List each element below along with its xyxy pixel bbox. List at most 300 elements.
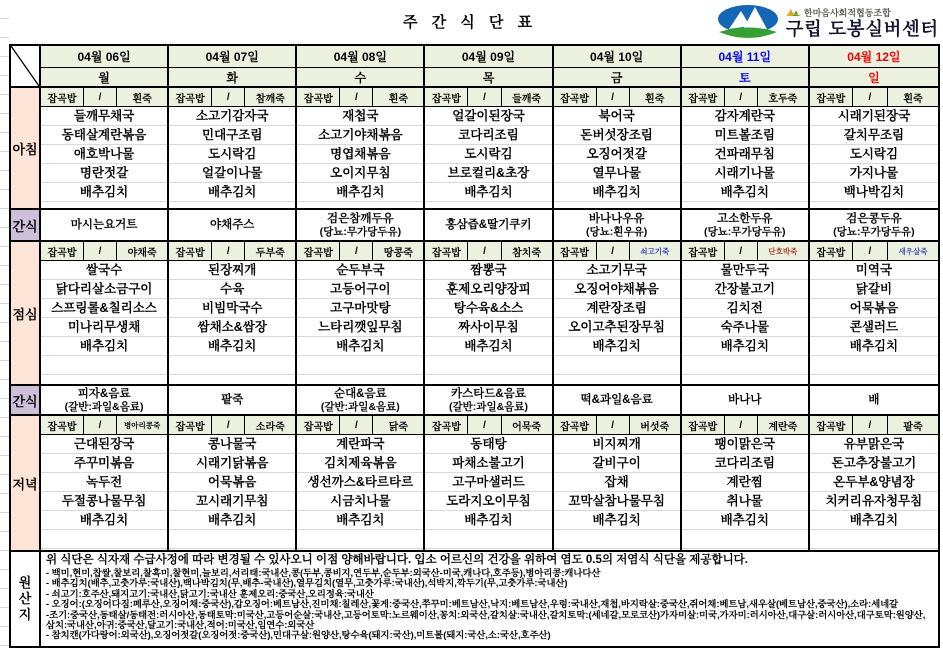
snack-main: 야채주스: [209, 219, 255, 231]
menu-item: 김치제육볶음: [324, 456, 397, 470]
menu-item: 느타리깻잎무침: [318, 320, 403, 334]
menu-item: 주꾸미볶음: [73, 456, 135, 470]
meal-items: [425, 261, 551, 384]
menu-item: 녹두전: [85, 475, 123, 489]
meal-cell: [425, 88, 553, 210]
menu-item: 고등어구이: [330, 282, 391, 296]
weekday-cell: [425, 68, 553, 88]
snack-sub: (당뇨:무가당두유): [319, 225, 402, 238]
porridge-label: 흰죽: [645, 93, 665, 105]
snack-cell: [682, 386, 810, 416]
date-text: 04월 11일: [718, 50, 772, 64]
rice-label: 잡곡밥: [810, 242, 853, 260]
slash: /: [725, 88, 758, 106]
menu-item: 시래기나물: [714, 166, 775, 180]
date-cell: [169, 46, 297, 68]
snack-sub: (갈반:과일&음료): [64, 400, 144, 413]
row-label-breakfast: 아침: [11, 88, 41, 210]
date-text: 04월 06일: [77, 50, 131, 64]
menu-item: 민대구조림: [202, 128, 263, 142]
spreadsheet-gridlines: [0, 0, 9, 650]
menu-item: 쌀국수: [85, 263, 123, 277]
meal-items: [41, 435, 167, 550]
meal-header: [297, 88, 423, 107]
slash: /: [725, 242, 758, 260]
porridge-label: 소라죽: [255, 421, 285, 433]
rice-label: 잡곡밥: [297, 242, 340, 260]
slash: /: [84, 416, 117, 434]
meal-cell: [169, 88, 297, 210]
snack-cell: [41, 386, 169, 416]
menu-item: 얼갈이나물: [202, 166, 263, 180]
snack-sub: (갈반:과일&음료): [449, 400, 528, 413]
menu-item: 재첩국: [342, 109, 379, 123]
slash: /: [212, 416, 245, 434]
weekday-text: 목: [482, 70, 495, 85]
menu-item: 고구마샐러드: [452, 475, 525, 489]
menu-item: 소고기감자국: [195, 109, 269, 123]
menu-item: 도라지오이무침: [446, 494, 531, 508]
porridge-label: 흰죽: [132, 93, 152, 105]
menu-item: 비빔막국수: [202, 301, 263, 315]
menu-item: 감자계란국: [714, 109, 775, 123]
snack-main: 카스타드&음료: [451, 387, 526, 400]
origin-line: - 백미,현미,찹쌀,찰보리,찰흑미,찰현미,늘보리,서리태:국내산,콩(두부,콩비지,연두부,순두부:외국산-미국,캐나다,호주등),병아리콩:캐나다산: [46, 568, 601, 578]
menu-item: 팽이맑은국: [714, 437, 775, 451]
meal-header: [297, 416, 423, 435]
snack-cell: [297, 210, 425, 242]
porridge-label: 흰죽: [388, 93, 409, 105]
porridge-label: 단호박죽: [768, 246, 798, 256]
logo-coop-name: 한마음사회적협동조합: [803, 7, 891, 18]
meal-cell: [810, 88, 938, 210]
page-title: 주 간 식 단 표: [402, 14, 538, 31]
menu-item: 시래기된장국: [837, 109, 911, 123]
slash: /: [212, 88, 245, 106]
porridge-label: 쇠고기죽: [640, 246, 670, 256]
slash: /: [597, 416, 630, 434]
date-text: 04월 07일: [205, 50, 259, 64]
menu-item: 닭다리살소금구이: [55, 282, 153, 296]
date-cell: [682, 46, 810, 68]
menu-item: 오징어젓갈: [586, 147, 647, 161]
menu-item: 배추김치: [849, 513, 899, 527]
date-cell: [297, 46, 425, 68]
slash: /: [725, 416, 758, 434]
meal-cell: [41, 242, 169, 386]
snack-main: 마시는요거트: [70, 219, 138, 231]
weekday-cell: [41, 68, 169, 88]
menu-item: 짜사이무침: [458, 320, 519, 334]
meal-header: [169, 242, 295, 261]
menu-item: 미나리무생채: [67, 320, 141, 334]
meal-cell: [425, 416, 553, 552]
snack-main: 검은콩두유: [846, 212, 902, 225]
menu-item: 배추김치: [464, 513, 513, 527]
snack-main: 바나나: [728, 394, 762, 406]
menu-item: 쌈채소&쌈장: [197, 320, 267, 334]
meal-header: [682, 88, 808, 107]
menu-item: 배추김치: [208, 185, 257, 199]
menu-item: 수육: [220, 282, 245, 296]
snack-cell: [297, 386, 425, 416]
menu-item: 소고기무국: [586, 263, 647, 277]
slash: /: [340, 416, 373, 434]
porridge-label: 어묵죽: [512, 421, 542, 433]
snack-main: 팥죽: [221, 394, 244, 406]
meal-header: [554, 242, 680, 261]
weekday-cell: [169, 68, 297, 88]
porridge-label: 참치죽: [512, 247, 542, 259]
snack-sub: (갈반:과일&음료): [320, 400, 400, 413]
meal-items: [169, 261, 295, 384]
menu-item: 배추김치: [720, 185, 769, 199]
slash: /: [853, 88, 888, 106]
date-cell: [41, 46, 169, 68]
menu-item: 명란젓갈: [79, 166, 129, 180]
menu-table: [9, 44, 940, 648]
porridge-label: 들깨죽: [512, 93, 542, 105]
menu-item: 동태살계란볶음: [61, 128, 147, 142]
porridge-label: 닭죽: [388, 421, 409, 433]
meal-items: [810, 261, 938, 384]
porridge-label: 야채죽: [127, 247, 157, 259]
origin-label-text: 원산지: [18, 575, 32, 622]
rice-label: 잡곡밥: [682, 416, 725, 434]
weekday-cell: [810, 68, 938, 88]
menu-item: 비지찌개: [592, 437, 641, 451]
menu-item: 어묵볶음: [208, 475, 257, 489]
meal-header: [425, 88, 551, 107]
menu-item: 오징어야채볶음: [574, 282, 659, 296]
menu-item: 김치전: [726, 301, 763, 315]
snack-sub: (당뇨:무가당두유): [704, 225, 786, 238]
meal-header: [810, 416, 938, 435]
meal-cell: [554, 242, 682, 386]
row-label-snack: 간식: [11, 210, 41, 242]
menu-item: 소고기야채볶음: [318, 128, 403, 142]
menu-item: 애호박나물: [73, 147, 135, 161]
meal-header: [297, 242, 423, 261]
meal-items: [297, 107, 423, 208]
menu-item: 물만두국: [720, 263, 769, 277]
weekday-text: 월: [98, 70, 110, 85]
date-text: 04월 08일: [333, 50, 387, 64]
rice-label: 잡곡밥: [41, 242, 84, 260]
menu-item: 도시락김: [849, 147, 899, 161]
menu-item: 배추김치: [79, 185, 129, 199]
rice-label: 잡곡밥: [297, 88, 340, 106]
rice-label: 잡곡밥: [169, 88, 212, 106]
meal-header: [41, 416, 167, 435]
menu-item: 북어국: [598, 109, 635, 123]
porridge-label: 새우살죽: [898, 246, 928, 256]
menu-item: 훈제오리양장피: [446, 282, 531, 296]
menu-item: 계란파국: [336, 437, 385, 451]
rice-label: 잡곡밥: [297, 416, 340, 434]
menu-item: 도시락김: [208, 147, 257, 161]
menu-item: 근대된장국: [73, 437, 135, 451]
menu-item: 유부맑은국: [843, 437, 905, 451]
origin-info: [41, 552, 938, 646]
menu-item: 도시락김: [464, 147, 513, 161]
menu-item: 고구마맛탕: [330, 301, 391, 315]
weekday-text: 일: [868, 70, 880, 85]
weekday-cell: [297, 68, 425, 88]
porridge-label: 호두죽: [768, 93, 798, 105]
rice-label: 잡곡밥: [169, 416, 212, 434]
menu-item: 계란찜: [726, 475, 763, 489]
slash: /: [340, 88, 373, 106]
porridge-label: 버섯죽: [640, 421, 670, 433]
weekday-text: 수: [354, 70, 367, 85]
snack-cell: [810, 210, 938, 242]
meal-header: [554, 88, 680, 107]
meal-items: [169, 435, 295, 550]
slash: /: [597, 242, 630, 260]
meal-header: [682, 416, 808, 435]
rice-label: 잡곡밥: [554, 88, 597, 106]
menu-item: 시래기닭볶음: [195, 456, 269, 470]
porridge-label: 팥죽: [903, 421, 923, 433]
date-cell: [425, 46, 553, 68]
weekday-text: 토: [738, 70, 751, 85]
weekday-text: 금: [610, 70, 623, 85]
menu-item: 콘샐러드: [849, 320, 899, 334]
meal-header: [425, 242, 551, 261]
snack-main: 고소한두유: [717, 212, 773, 225]
snack-main: 떡&과일&음료: [580, 394, 653, 406]
menu-item: 시금치나물: [330, 494, 391, 508]
menu-item: 오이고추된장무침: [568, 320, 665, 334]
meal-cell: [682, 416, 810, 552]
rice-label: 잡곡밥: [554, 416, 597, 434]
snack-cell: [41, 210, 169, 242]
slash: /: [84, 242, 117, 260]
meal-header: [41, 242, 167, 261]
meal-items: [425, 107, 551, 208]
snack-main: 배: [868, 394, 880, 406]
origin-line: - 배추김치(배추,고춧가루:국내산),백나박김치(무,배추-국내산),열무김치(열무,고춧가루:국내산),석박지,깍두기(무,고춧가루:국내산): [46, 578, 568, 589]
slash: /: [853, 416, 888, 434]
meal-header: [810, 88, 938, 107]
menu-item: 생선까스&타르타르: [307, 475, 414, 489]
menu-item: 어묵볶음: [849, 301, 899, 315]
menu-item: 탕수육&소스: [453, 301, 524, 315]
porridge-label: 두부죽: [255, 247, 285, 259]
meal-items: [297, 261, 423, 384]
menu-item: 배추김치: [336, 185, 385, 199]
porridge-label: 참깨죽: [255, 93, 285, 105]
slash: /: [84, 88, 117, 106]
snack-sub: (당뇨:무가당두유): [833, 225, 915, 238]
rice-label: 잡곡밥: [41, 88, 84, 106]
snack-main: 피자&음료: [77, 387, 131, 400]
meal-items: [682, 261, 808, 384]
meal-header: [169, 88, 295, 107]
menu-item: 배추김치: [849, 339, 899, 353]
menu-item: 꼬막살참나물무침: [568, 494, 665, 508]
rice-label: 잡곡밥: [41, 416, 84, 434]
meal-items: [169, 107, 295, 208]
snack-main: 검은참깨두유: [327, 212, 394, 225]
rice-label: 잡곡밥: [425, 88, 468, 106]
slash: /: [340, 242, 373, 260]
menu-item: 배추김치: [208, 339, 257, 353]
origin-line: 위 식단은 식자재 수급사정에 따라 변경될 수 있사오니 이점 양해바랍니다. 입소 어르신의 건강을 위하여 염도 0.5의 저염식 식단을 제공합니다.: [46, 554, 748, 566]
menu-item: 가지나물: [849, 166, 899, 180]
menu-item: 간장불고기: [714, 282, 775, 296]
snack-cell: [554, 210, 682, 242]
snack-cell: [169, 386, 297, 416]
porridge-label: 병아리콩죽: [124, 420, 161, 430]
menu-item: 콩나물국: [208, 437, 257, 451]
menu-item: 동태탕: [470, 437, 507, 451]
meal-items: [297, 435, 423, 550]
snack-main: 바나나우유: [588, 212, 645, 225]
menu-item: 파채소불고기: [452, 456, 525, 470]
menu-item: 두절콩나물무침: [61, 494, 147, 508]
menu-item: 배추김치: [592, 185, 641, 199]
menu-item: 얼갈이된장국: [452, 109, 525, 123]
menu-item: 배추김치: [336, 513, 385, 527]
center-logo: [717, 3, 939, 44]
menu-item: 배추김치: [720, 513, 769, 527]
meal-items: [682, 107, 808, 208]
meal-cell: [41, 88, 169, 210]
mountain-logo-icon: [717, 3, 779, 44]
meal-items: [41, 107, 167, 208]
porridge-label: 땅콩죽: [383, 247, 413, 259]
origin-line: - 쇠고기:호주산,돼지고기:국내산,닭고기:국내산 훈제오리:중국산,오리정육:국내산: [46, 588, 374, 599]
row-label-dinner: 저녁: [11, 416, 41, 552]
snack-main: 순대&음료: [333, 387, 387, 400]
meal-items: [554, 435, 680, 550]
menu-item: 순두부국: [336, 263, 385, 277]
menu-item: 계란장조림: [586, 301, 647, 315]
corner-cell: [11, 46, 41, 88]
meal-cell: [682, 88, 810, 210]
snack-sub: (당뇨:흰우유): [586, 225, 648, 238]
menu-item: 잡채: [604, 475, 629, 489]
menu-item: 숙주나물: [720, 320, 769, 334]
meal-header: [554, 416, 680, 435]
date-cell: [554, 46, 682, 68]
date-text: 04월 10일: [590, 50, 644, 64]
meal-header: [169, 416, 295, 435]
slash: /: [468, 88, 501, 106]
menu-item: 오이지무침: [330, 166, 391, 180]
snack-cell: [810, 386, 938, 416]
rice-label: 잡곡밥: [554, 242, 597, 260]
meal-cell: [425, 242, 553, 386]
origin-line: -조기:중국산,동태살/동태전:러시아산,동태토막:미국산,고등어순살:국내산,고등어토막:노르웨이산,꽁치:외국산,갈치살:국내산,갈치토막:(세네갈,모로코산)가자미살:미국,가자미:러시아산,대구살:러시아산,대구토막:원양산,삼치:국내산,아귀:중국산,달고기:국내산,적어:미국산,임연수:외국산: [46, 609, 926, 631]
menu-item: 돈버섯장조림: [580, 128, 653, 142]
origin-line: - 오징어:(오징어다짐:페루산,오징어채:중국산),갑오징어:베트남산,진미채:칠레산,꽃게:중국산,쭈꾸미:베트남산,낙지:베트남산,우렁:국내산,재첩,바지락살:중국산,쥐어채:베트남,새우살(베트남산,중국산),소라:세네갈: [46, 599, 899, 610]
slash: /: [468, 242, 501, 260]
meal-cell: [297, 242, 425, 386]
rice-label: 잡곡밥: [810, 88, 853, 106]
menu-item: 코다리조림: [714, 456, 775, 470]
menu-item: 배추김치: [464, 185, 513, 199]
snack-cell: [169, 210, 297, 242]
date-cell: [810, 46, 938, 68]
meal-cell: [169, 242, 297, 386]
rice-label: 잡곡밥: [810, 416, 853, 434]
menu-item: 취나물: [726, 494, 763, 508]
meal-cell: [297, 416, 425, 552]
snack-cell: [554, 386, 682, 416]
rice-label: 잡곡밥: [682, 242, 725, 260]
slash: /: [853, 242, 888, 260]
porridge-label: 흰죽: [903, 93, 923, 105]
meal-header: [41, 88, 167, 107]
slash: /: [468, 416, 501, 434]
date-text: 04월 09일: [461, 50, 516, 64]
meal-cell: [169, 416, 297, 552]
origin-line: - 참치캔(가다랑어:외국산),오징어젓갈(오징어젓:중국산),민대구살:원양산,탕수육(돼지:국산),미트볼(돼지:국산,소:국산,호주산): [46, 630, 551, 641]
rice-label: 잡곡밥: [425, 242, 468, 260]
meal-header: [810, 242, 938, 261]
menu-item: 코다리조림: [458, 128, 519, 142]
row-label-snack: 간식: [11, 386, 41, 416]
date-text: 04월 12일: [847, 50, 901, 64]
menu-item: 닭갈비: [855, 282, 893, 296]
menu-item: 들깨무채국: [73, 109, 135, 123]
meal-items: [810, 435, 938, 550]
menu-item: 배추김치: [208, 513, 257, 527]
meal-items: [425, 435, 551, 550]
menu-item: 배추김치: [464, 339, 513, 353]
menu-item: 꼬시래기무침: [195, 494, 269, 508]
menu-item: 온두부&양념장: [833, 475, 915, 489]
weekday-cell: [682, 68, 810, 88]
slash: /: [597, 88, 630, 106]
snack-cell: [425, 210, 553, 242]
menu-item: 미트볼조림: [714, 128, 775, 142]
rice-label: 잡곡밥: [682, 88, 725, 106]
meal-items: [41, 261, 167, 384]
menu-item: 명엽채볶음: [330, 147, 391, 161]
menu-item: 배추김치: [336, 339, 385, 353]
meal-items: [554, 261, 680, 384]
logo-center-name: 구립 도봉실버센터: [785, 19, 939, 40]
meal-items: [554, 107, 680, 208]
row-label-origin: [11, 552, 41, 646]
menu-item: 배추김치: [592, 339, 641, 353]
menu-item: 브로컬리&초장: [447, 166, 530, 180]
menu-item: 돈고추장불고기: [831, 456, 917, 470]
meal-cell: [682, 242, 810, 386]
menu-item: 배추김치: [592, 513, 641, 527]
menu-item: 열무나물: [592, 166, 641, 180]
menu-item: 건파래무침: [714, 147, 775, 161]
weekday-cell: [554, 68, 682, 88]
rice-label: 잡곡밥: [169, 242, 212, 260]
meal-items: [682, 435, 808, 550]
meal-header: [425, 416, 551, 435]
menu-item: 갈치무조림: [843, 128, 905, 142]
meal-cell: [297, 88, 425, 210]
meal-header: [682, 242, 808, 261]
menu-item: 스프링롤&칠리소스: [51, 301, 157, 315]
snack-main: 홍삼즙&딸기쿠키: [445, 219, 532, 231]
menu-item: 치커리유자청무침: [825, 494, 923, 508]
menu-item: 배추김치: [79, 513, 129, 527]
porridge-label: 계란죽: [768, 421, 798, 433]
menu-item: 배추김치: [720, 339, 769, 353]
menu-item: 된장찌개: [208, 263, 257, 277]
